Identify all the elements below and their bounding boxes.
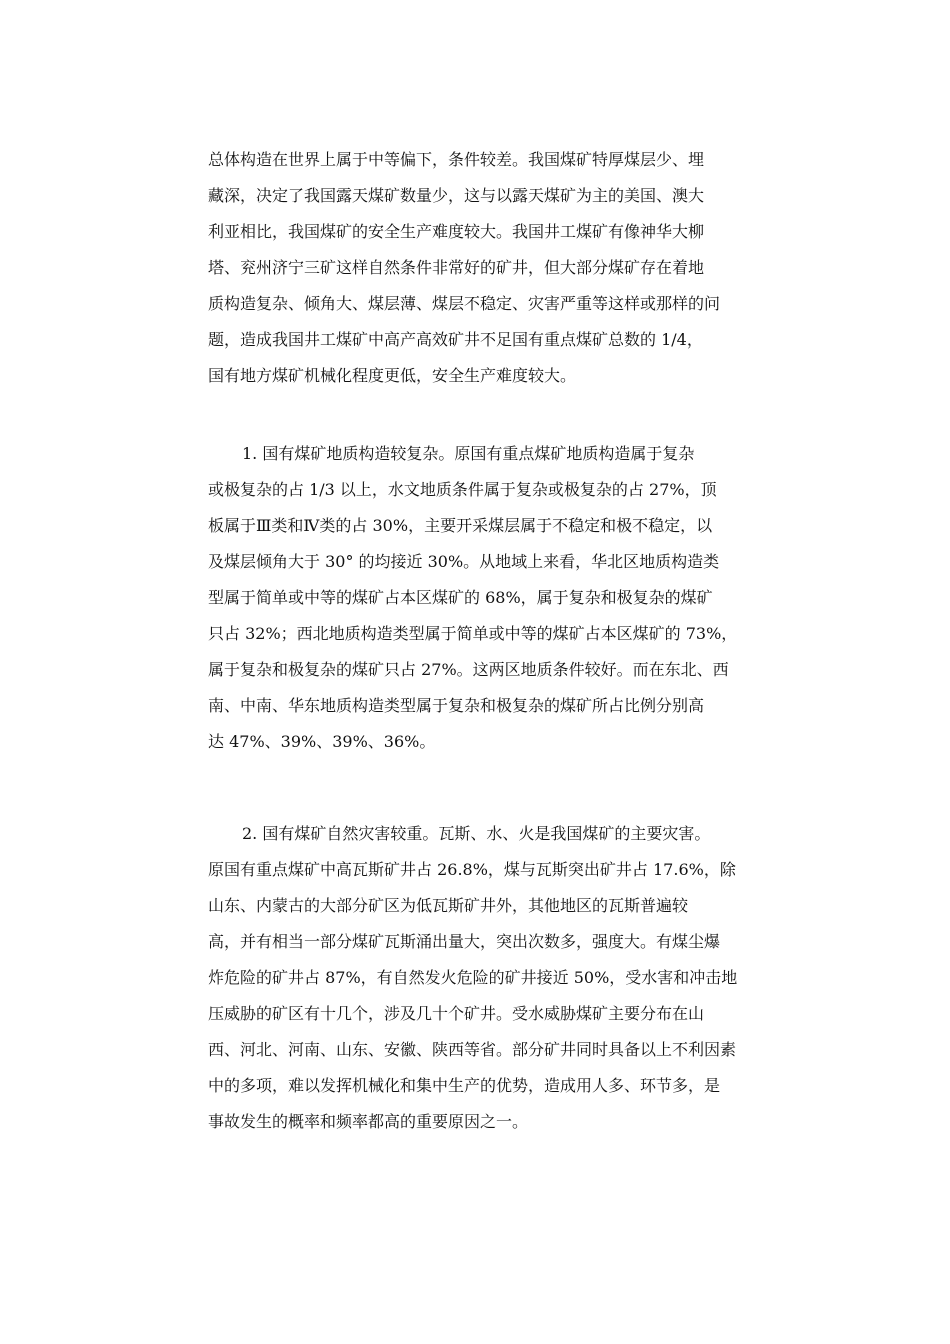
paragraph-line: 2. 国有煤矿自然灾害较重。瓦斯、水、火是我国煤矿的主要灾害。 — [242, 824, 711, 843]
paragraph-line: 南、中南、华东地质构造类型属于复杂和极复杂的煤矿所占比例分别高 — [208, 696, 705, 715]
paragraph-line: 山东、内蒙古的大部分矿区为低瓦斯矿井外，其他地区的瓦斯普遍较 — [208, 896, 689, 915]
paragraph-line: 西、河北、河南、山东、安徽、陕西等省。部分矿井同时具备以上不利因素 — [208, 1040, 737, 1059]
paragraph-line: 型属于简单或中等的煤矿占本区煤矿的 68%，属于复杂和极复杂的煤矿 — [208, 588, 713, 607]
paragraph-line: 利亚相比，我国煤矿的安全生产难度较大。我国井工煤矿有像神华大柳 — [208, 222, 705, 241]
paragraph-line: 炸危险的矿井占 87%，有自然发火危险的矿井接近 50%，受水害和冲击地 — [208, 968, 738, 987]
paragraph-line: 藏深，决定了我国露天煤矿数量少，这与以露天煤矿为主的美国、澳大 — [208, 186, 705, 205]
paragraph-line: 板属于Ⅲ类和Ⅳ类的占 30%，主要开采煤层属于不稳定和极不稳定，以 — [208, 516, 713, 535]
paragraph-line: 压威胁的矿区有十几个，涉及几十个矿井。受水威胁煤矿主要分布在山 — [208, 1004, 705, 1023]
paragraph-line: 事故发生的概率和频率都高的重要原因之一。 — [208, 1112, 529, 1131]
paragraph-line: 题，造成我国井工煤矿中高产高效矿井不足国有重点煤矿总数的 1/4， — [208, 330, 703, 349]
paragraph-line: 中的多项，难以发挥机械化和集中生产的优势，造成用人多、环节多，是 — [208, 1076, 721, 1095]
paragraph-line: 总体构造在世界上属于中等偏下，条件较差。我国煤矿特厚煤层少、埋 — [208, 150, 705, 169]
paragraph-line: 1. 国有煤矿地质构造较复杂。原国有重点煤矿地质构造属于复杂 — [242, 444, 695, 463]
paragraph-line: 高，并有相当一部分煤矿瓦斯涌出量大，突出次数多，强度大。有煤尘爆 — [208, 932, 721, 951]
paragraph-line: 及煤层倾角大于 30° 的均接近 30%。从地域上来看，华北区地质构造类 — [208, 552, 720, 571]
paragraph-line: 国有地方煤矿机械化程度更低，安全生产难度较大。 — [208, 366, 577, 385]
paragraph-line: 属于复杂和极复杂的煤矿只占 27%。这两区地质条件较好。而在东北、西 — [208, 660, 729, 679]
paragraph-line: 或极复杂的占 1/3 以上，水文地质条件属于复杂或极复杂的占 27%，顶 — [208, 480, 717, 499]
paragraph-line: 塔、兖州济宁三矿这样自然条件非常好的矿井，但大部分煤矿存在着地 — [208, 258, 705, 277]
paragraph-line: 只占 32%；西北地质构造类型属于简单或中等的煤矿占本区煤矿的 73%， — [208, 624, 738, 643]
paragraph-line: 达 47%、39%、39%、36%。 — [208, 732, 436, 751]
paragraph-line: 原国有重点煤矿中高瓦斯矿井占 26.8%，煤与瓦斯突出矿井占 17.6%，除 — [208, 860, 736, 879]
paragraph-line: 质构造复杂、倾角大、煤层薄、煤层不稳定、灾害严重等这样或那样的问 — [208, 294, 721, 313]
